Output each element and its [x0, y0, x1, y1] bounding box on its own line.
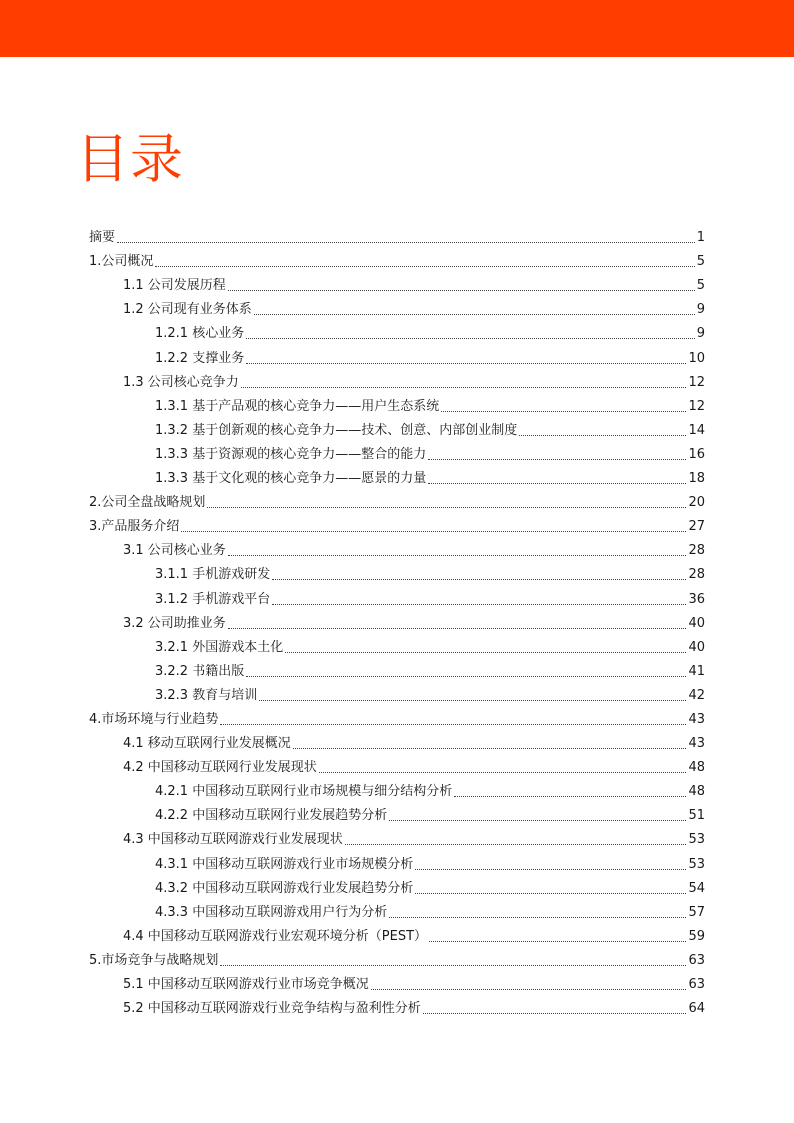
toc-dot-leader	[220, 965, 686, 966]
toc-dot-leader	[285, 652, 686, 653]
toc-page-number: 20	[688, 495, 705, 511]
toc-dot-leader	[389, 820, 686, 821]
toc-dot-leader	[319, 772, 687, 773]
toc-entry[interactable]	[89, 559, 705, 583]
toc-page-number: 54	[688, 880, 705, 896]
toc-entry[interactable]	[89, 294, 705, 318]
toc-entry[interactable]	[89, 752, 705, 776]
toc-entry-label: 3.2.1 外国游戏本土化	[155, 639, 284, 655]
toc-entry[interactable]	[89, 608, 705, 632]
toc-entry-label: 4.4 中国移动互联网游戏行业宏观环境分析（PEST）	[123, 928, 428, 944]
toc-entry[interactable]	[89, 704, 705, 728]
toc-dot-leader	[241, 387, 687, 388]
table-of-contents	[89, 222, 705, 1017]
toc-entry-label: 5.1 中国移动互联网游戏行业市场竞争概况	[123, 977, 369, 992]
toc-entry-label: 3.2.3 教育与培训	[155, 687, 258, 703]
toc-dot-leader	[220, 724, 686, 725]
toc-page-number: 63	[688, 952, 705, 968]
toc-entry-label: 1.1 公司发展历程	[123, 278, 226, 294]
toc-entry[interactable]	[89, 776, 705, 800]
toc-entry-label: 1.3.3 基于资源观的核心竞争力——整合的能力	[155, 446, 427, 462]
toc-page-number: 41	[688, 663, 705, 679]
toc-entry[interactable]	[89, 511, 705, 535]
toc-entry[interactable]	[89, 921, 705, 945]
toc-entry[interactable]	[89, 391, 705, 415]
toc-page-number: 12	[688, 398, 705, 414]
toc-entry-label: 3.产品服务介绍	[89, 519, 180, 535]
toc-dot-leader	[259, 700, 686, 701]
toc-page-number: 5	[696, 278, 705, 294]
toc-page-number: 16	[688, 446, 705, 462]
toc-entry[interactable]	[89, 848, 705, 872]
toc-dot-leader	[117, 242, 695, 243]
toc-dot-leader	[454, 796, 686, 797]
toc-entry-label: 4.3 中国移动互联网游戏行业发展现状	[123, 832, 343, 848]
toc-dot-leader	[246, 363, 686, 364]
toc-page-number: 42	[688, 687, 705, 703]
toc-page-number: 51	[688, 808, 705, 824]
toc-dot-leader	[345, 844, 687, 845]
toc-entry[interactable]	[89, 993, 705, 1017]
toc-page-number: 64	[688, 1001, 705, 1017]
toc-page-number: 36	[688, 591, 705, 607]
toc-dot-leader	[519, 435, 686, 436]
toc-dot-leader	[429, 941, 686, 942]
toc-page-number: 63	[688, 977, 705, 992]
toc-dot-leader	[246, 338, 695, 339]
toc-dot-leader	[415, 869, 686, 870]
toc-entry-label: 4.3.2 中国移动互联网游戏行业发展趋势分析	[155, 880, 414, 896]
toc-entry[interactable]	[89, 222, 705, 246]
toc-page-number: 53	[688, 856, 705, 872]
toc-page-number: 40	[688, 615, 705, 631]
toc-page-number: 43	[688, 711, 705, 727]
toc-dot-leader	[415, 893, 686, 894]
toc-entry-label: 1.3.2 基于创新观的核心竞争力——技术、创意、内部创业制度	[155, 422, 518, 438]
toc-dot-leader	[428, 483, 686, 484]
header-color-bar	[0, 0, 794, 57]
toc-entry[interactable]	[89, 728, 705, 752]
toc-entry-label: 3.1 公司核心业务	[123, 543, 226, 559]
toc-entry[interactable]	[89, 318, 705, 342]
toc-page-number: 43	[688, 736, 705, 752]
toc-entry[interactable]	[89, 342, 705, 366]
toc-entry-label: 4.2 中国移动互联网行业发展现状	[123, 760, 317, 776]
toc-entry-label: 4.3.3 中国移动互联网游戏用户行为分析	[155, 904, 388, 920]
toc-page-number: 28	[688, 543, 705, 559]
toc-page-number: 59	[688, 928, 705, 944]
toc-page-number: 1	[696, 230, 705, 246]
toc-entry[interactable]	[89, 632, 705, 656]
toc-page-number: 53	[688, 832, 705, 848]
toc-dot-leader	[389, 917, 686, 918]
toc-entry[interactable]	[89, 680, 705, 704]
toc-entry-label: 4.1 移动互联网行业发展概况	[123, 736, 291, 752]
toc-entry-label: 1.3 公司核心竞争力	[123, 374, 239, 390]
toc-entry-label: 1.2 公司现有业务体系	[123, 302, 252, 318]
toc-page-number: 9	[696, 326, 705, 342]
toc-entry[interactable]	[89, 969, 705, 993]
toc-page-number: 18	[688, 471, 705, 487]
toc-entry[interactable]	[89, 246, 705, 270]
toc-entry[interactable]	[89, 945, 705, 969]
toc-page-number: 27	[688, 519, 705, 535]
toc-dot-leader	[246, 676, 686, 677]
toc-entry-label: 4.2.1 中国移动互联网行业市场规模与细分结构分析	[155, 784, 453, 800]
toc-dot-leader	[293, 748, 687, 749]
toc-dot-leader	[441, 411, 686, 412]
toc-page-number: 5	[696, 254, 705, 270]
toc-dot-leader	[272, 604, 686, 605]
toc-dot-leader	[423, 1013, 687, 1014]
toc-page-number: 40	[688, 639, 705, 655]
toc-entry[interactable]	[89, 824, 705, 848]
toc-entry-label: 5.市场竞争与战略规划	[89, 952, 219, 968]
toc-entry[interactable]	[89, 897, 705, 921]
toc-entry[interactable]	[89, 873, 705, 897]
toc-dot-leader	[228, 628, 687, 629]
toc-entry-label: 4.2.2 中国移动互联网行业发展趋势分析	[155, 808, 388, 824]
toc-page-number: 48	[688, 760, 705, 776]
toc-dot-leader	[428, 459, 686, 460]
toc-entry-label: 4.3.1 中国移动互联网游戏行业市场规模分析	[155, 856, 414, 872]
toc-entry-label: 5.2 中国移动互联网游戏行业竞争结构与盈利性分析	[123, 1001, 421, 1017]
toc-page-number: 10	[688, 350, 705, 366]
toc-entry-label: 4.市场环境与行业趋势	[89, 711, 219, 727]
toc-dot-leader	[228, 290, 695, 291]
toc-dot-leader	[272, 579, 686, 580]
toc-page-number: 28	[688, 567, 705, 583]
toc-page-number: 12	[688, 374, 705, 390]
page-title: 目录	[76, 129, 184, 190]
toc-entry[interactable]	[89, 535, 705, 559]
toc-entry[interactable]	[89, 367, 705, 391]
toc-dot-leader	[155, 266, 694, 267]
toc-entry-label: 1.3.1 基于产品观的核心竞争力——用户生态系统	[155, 398, 440, 414]
toc-dot-leader	[228, 555, 687, 556]
toc-entry[interactable]	[89, 415, 705, 439]
toc-page-number: 57	[688, 904, 705, 920]
toc-page-number: 48	[688, 784, 705, 800]
toc-entry-label: 1.2.1 核心业务	[155, 326, 245, 342]
toc-entry-label: 3.1.2 手机游戏平台	[155, 591, 271, 607]
toc-entry-label: 3.1.1 手机游戏研发	[155, 567, 271, 583]
toc-entry-label: 3.2.2 书籍出版	[155, 663, 245, 679]
toc-entry-label: 2.公司全盘战略规划	[89, 495, 206, 511]
toc-entry-label: 3.2 公司助推业务	[123, 615, 226, 631]
toc-entry[interactable]	[89, 463, 705, 487]
toc-page-number: 14	[688, 422, 705, 438]
toc-entry[interactable]	[89, 583, 705, 607]
toc-dot-leader	[181, 531, 686, 532]
toc-entry-label: 摘要	[89, 230, 116, 246]
toc-entry[interactable]	[89, 487, 705, 511]
toc-dot-leader	[254, 314, 695, 315]
toc-entry[interactable]	[89, 656, 705, 680]
toc-entry-label: 1.3.3 基于文化观的核心竞争力——愿景的力量	[155, 471, 427, 487]
toc-entry-label: 1.2.2 支撑业务	[155, 350, 245, 366]
toc-entry[interactable]	[89, 439, 705, 463]
toc-entry[interactable]	[89, 270, 705, 294]
toc-entry-label: 1.公司概况	[89, 254, 154, 270]
toc-dot-leader	[371, 989, 687, 990]
toc-entry[interactable]	[89, 800, 705, 824]
toc-page-number: 9	[696, 302, 705, 318]
toc-dot-leader	[207, 507, 686, 508]
